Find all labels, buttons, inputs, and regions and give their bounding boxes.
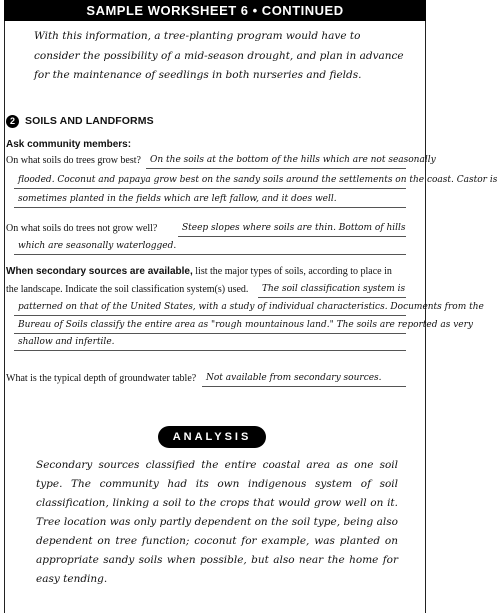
page-border-left xyxy=(4,0,5,613)
answer-rule xyxy=(14,350,406,351)
answer-soil-line-4: shallow and infertile. xyxy=(18,337,115,347)
answer-rule xyxy=(14,315,406,316)
answer-rule xyxy=(202,386,406,387)
answer-groundwater: Not available from secondary sources. xyxy=(206,373,382,383)
answer-rule xyxy=(14,254,406,255)
question-soil-types xyxy=(6,266,392,277)
answer-grow-best-line-2: flooded. Coconut and papaya grow best on the sandy soils around the settlements on the coast. Castor is xyxy=(18,175,497,185)
question-soil-types-rest: list the major types of soils, according to place in xyxy=(192,266,392,277)
answer-rule xyxy=(258,297,406,298)
answer-rule xyxy=(146,168,406,169)
ask-label: Ask community members: xyxy=(6,139,132,150)
section-heading xyxy=(6,114,154,128)
answer-grow-best-line-3: sometimes planted in the fields which are left fallow, and it does well. xyxy=(18,194,337,204)
analysis-text: Secondary sources classified the entire coastal area as one soil type. The community had its own indigenous system of soil classification, linking a soil to the crops that would grow well on it. Tree location was only partly dependent on the soil type, being also dependent on tree function; coconut for example, was planted on appropriate sandy soils when possible, but also near the home for easy tending. xyxy=(36,459,398,585)
question-grow-best: On what soils do trees grow best? xyxy=(6,155,141,166)
question-soil-types-lead: When secondary sources are available, xyxy=(6,266,193,277)
answer-soil-line-3: Bureau of Soils classify the entire area as "rough mountainous land." The soils are reported as very xyxy=(18,320,474,330)
answer-grow-poorly-line-2: which are seasonally waterlogged. xyxy=(18,241,177,251)
question-soil-classification: the landscape. Indicate the soil classification system(s) used. xyxy=(6,284,249,295)
answer-soil-line-2: patterned on that of the United States, with a study of individual characteristics. Documents from the xyxy=(18,302,484,312)
worksheet-header: SAMPLE WORKSHEET 6 • CONTINUED xyxy=(4,0,426,21)
answer-grow-poorly-line-1: Steep slopes where soils are thin. Bottom of hills xyxy=(182,223,406,233)
intro-text: With this information, a tree-planting program would have to consider the possibility of a mid-season drought, and plan in advance for the maintenance of seedlings in both nurseries and fields. xyxy=(34,30,404,81)
section-number-badge: 2 xyxy=(6,115,19,128)
question-grow-poorly: On what soils do trees not grow well? xyxy=(6,223,158,234)
question-groundwater: What is the typical depth of groundwater table? xyxy=(6,373,197,384)
answer-rule xyxy=(14,188,406,189)
answer-grow-best-line-1: On the soils at the bottom of the hills which are not seasonally xyxy=(150,155,436,165)
answer-soil-line-1: The soil classification system is xyxy=(262,284,406,294)
section-title: SOILS AND LANDFORMS xyxy=(25,115,154,127)
analysis-badge: ANALYSIS xyxy=(158,426,266,448)
answer-rule xyxy=(14,333,406,334)
answer-rule xyxy=(178,236,406,237)
answer-rule xyxy=(14,207,406,208)
